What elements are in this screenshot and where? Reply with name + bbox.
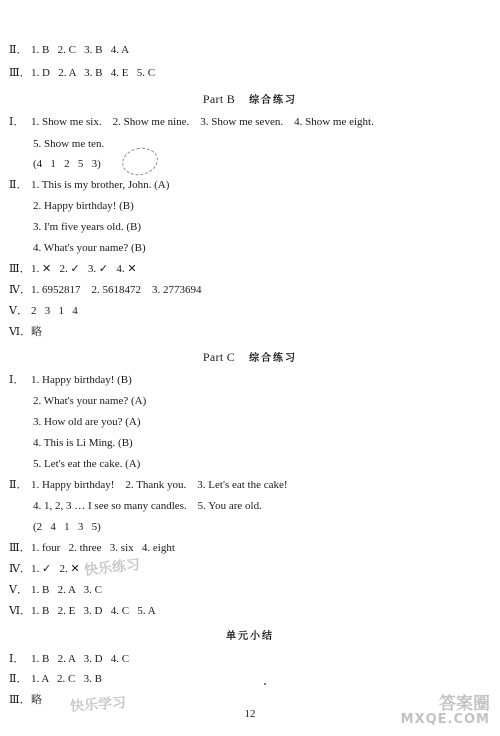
- section-heading-part-c: Part C 综合练习: [202, 350, 298, 364]
- site-watermark-logo: 答案圈 MXQE.COM: [400, 694, 490, 727]
- answer-line: Ⅱ． 1. Happy birthday! 2. Thank you. 3. Let's eat the cake!: [9, 479, 288, 491]
- answer-line: 2. Happy birthday! (B): [33, 200, 134, 212]
- answer-line: Ⅴ． 2 3 1 4: [9, 305, 78, 317]
- answer-line: 5. Show me ten.: [33, 138, 105, 150]
- answer-line: Ⅱ． 1. A 2. C 3. B: [9, 673, 102, 685]
- answer-line: Ⅴ． 1. B 2. A 3. C: [9, 584, 102, 596]
- answer-line: Ⅰ． 1. Happy birthday! (B): [9, 374, 132, 386]
- answer-line: Ⅲ．1. ✕ 2. ✓ 3. ✓ 4. ✕: [9, 263, 137, 275]
- ink-dot: [264, 683, 266, 685]
- answer-line: 3. How old are you? (A): [33, 416, 141, 428]
- answer-line: Ⅰ． 1. B 2. A 3. D 4. C: [9, 653, 130, 665]
- answer-line: Ⅳ．1. 6952817 2. 5618472 3. 2773694: [9, 284, 202, 296]
- section-heading-part-b: Part B 综合练习: [202, 92, 298, 106]
- answer-line: Ⅰ． 1. Show me six. 2. Show me nine. 3. Show me seven. 4. Show me eight.: [9, 116, 374, 128]
- answer-line: Ⅱ． 1. This is my brother, John. (A): [9, 179, 170, 191]
- answer-line: 5. Let's eat the cake. (A): [33, 458, 141, 470]
- answer-line: 4. What's your name? (B): [33, 242, 146, 254]
- answer-line: Ⅵ．略: [9, 326, 42, 338]
- answer-line: Ⅳ．1. ✓ 2. ✕: [9, 563, 80, 575]
- answer-line: 4. 1, 2, 3 … I see so many candles. 5. You are old.: [33, 500, 262, 512]
- stamp-icon: [120, 145, 161, 179]
- answer-line: Ⅵ．1. B 2. E 3. D 4. C 5. A: [9, 605, 156, 617]
- section-heading-unit-summary: 单元小结: [226, 631, 274, 642]
- watermark: 快乐练习: [83, 557, 141, 579]
- answer-line: (4 1 2 5 3): [33, 158, 101, 170]
- answer-line: Ⅱ． 1. B 2. C 3. B 4. A: [9, 44, 130, 56]
- answer-line: 4. This is Li Ming. (B): [33, 437, 133, 449]
- answer-line: Ⅲ．1. four 2. three 3. six 4. eight: [9, 542, 175, 554]
- watermark: 快乐学习: [69, 695, 127, 715]
- answer-line: 2. What's your name? (A): [33, 395, 147, 407]
- answer-line: Ⅲ．1. D 2. A 3. B 4. E 5. C: [9, 67, 156, 79]
- answer-line: (2 4 1 3 5): [33, 521, 101, 533]
- page-number: 12: [244, 708, 256, 720]
- answer-line: Ⅲ．略: [9, 694, 42, 706]
- answer-line: 3. I'm five years old. (B): [33, 221, 141, 233]
